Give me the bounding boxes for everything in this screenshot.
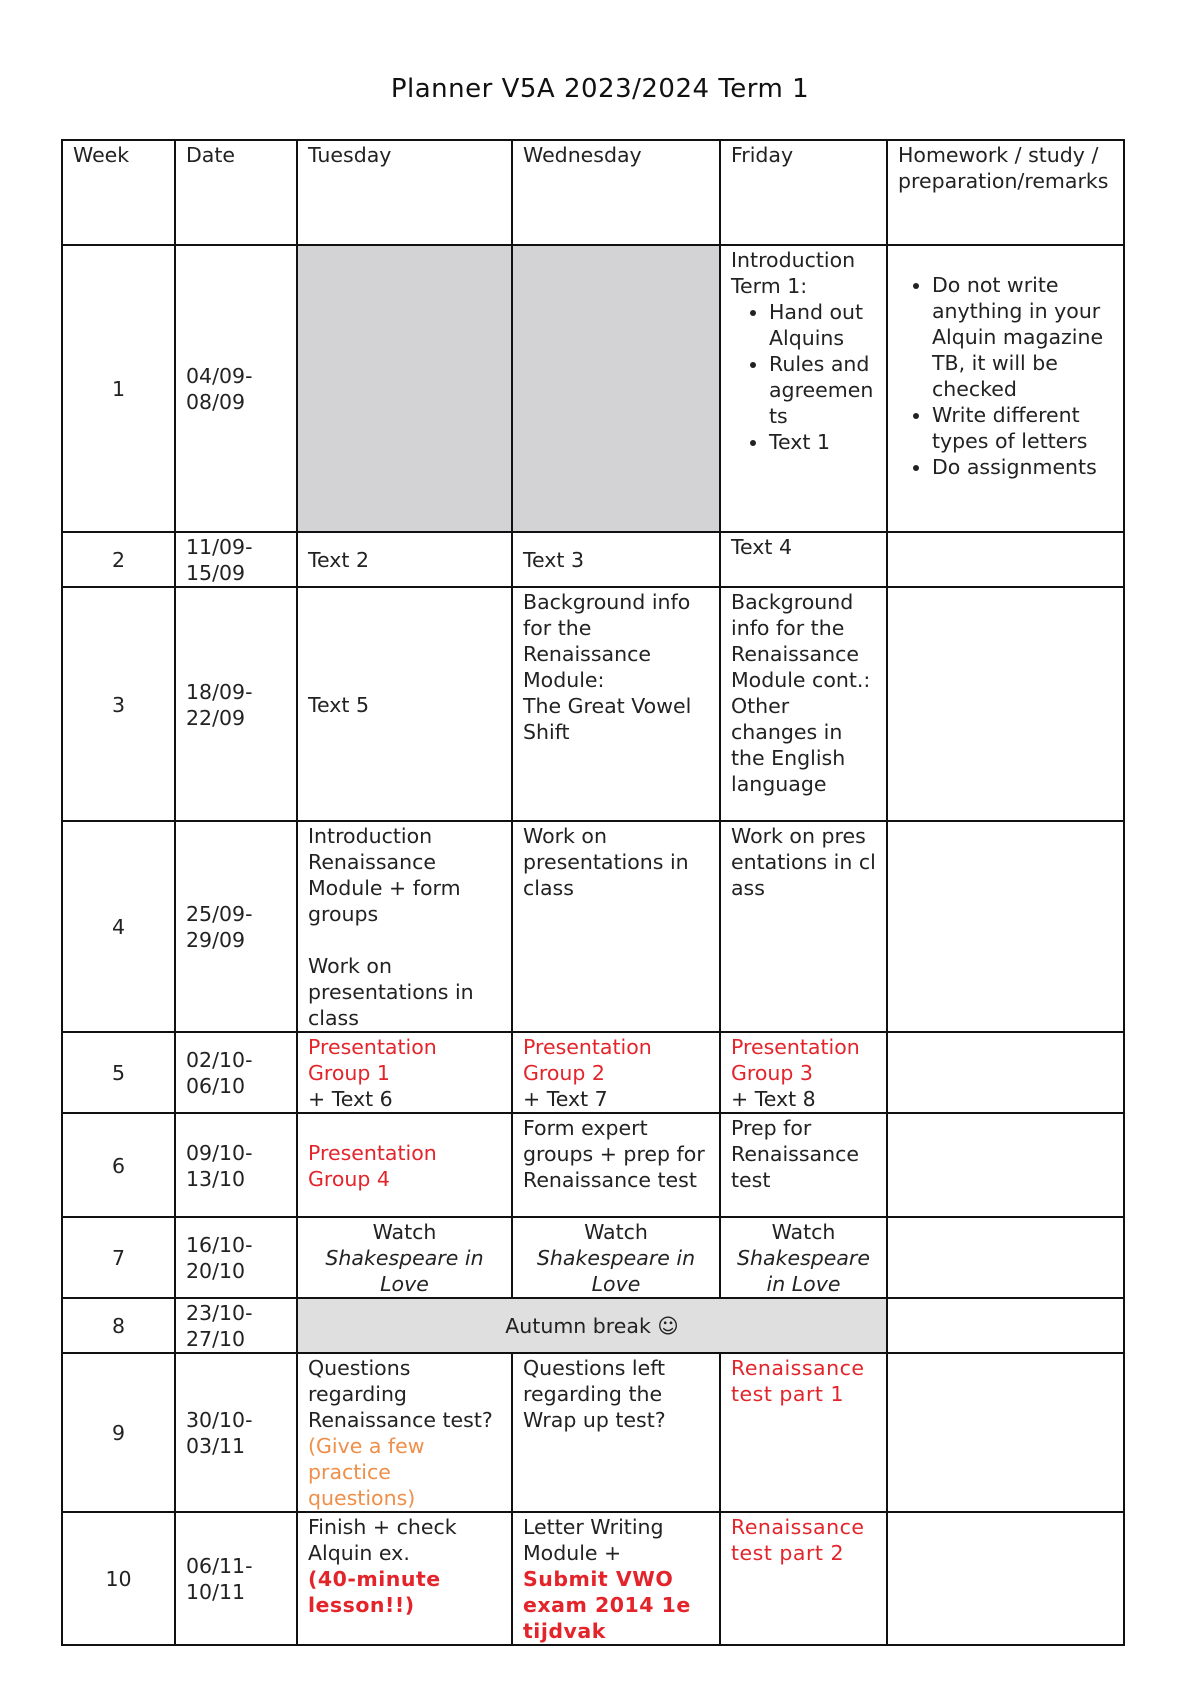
wednesday-cell: Text 3 <box>512 532 720 587</box>
wednesday-cell: Work on presentations in class <box>512 821 720 1032</box>
homework-cell <box>887 821 1124 1032</box>
tuesday-cell: Text 2 <box>297 532 512 587</box>
homework-cell <box>887 245 1124 532</box>
header-tuesday: Tuesday <box>297 140 512 245</box>
week-number: 10 <box>62 1512 175 1645</box>
wednesday-cell <box>512 587 720 821</box>
week-row-4 <box>62 821 1124 1032</box>
cell-line: Other changes in the English language <box>731 694 846 796</box>
week-number: 7 <box>62 1217 175 1298</box>
friday-cell <box>720 245 887 532</box>
week-row-2 <box>62 532 1124 587</box>
wednesday-cell: Questions left regarding the Wrap up test? <box>512 1353 720 1512</box>
friday-cell <box>720 1217 887 1298</box>
film-title: Shakespeare in Love <box>737 1246 870 1296</box>
cell-line: Presentation Group 2 <box>523 1035 652 1085</box>
friday-cell: Renaissance test part 2 <box>720 1512 887 1645</box>
week-date: 30/10-03/11 <box>175 1353 297 1512</box>
week-number: 3 <box>62 587 175 821</box>
wednesday-cell <box>512 1217 720 1298</box>
cell-line: + Text 8 <box>731 1087 816 1111</box>
list-item: • Text 1 <box>769 429 876 455</box>
header-row <box>62 140 1124 245</box>
week-number: 6 <box>62 1113 175 1217</box>
tuesday-cell <box>297 821 512 1032</box>
header-homework: Homework / study / preparation/remarks <box>887 140 1124 245</box>
list-item: • Hand out Alquins <box>769 299 876 351</box>
week-row-5 <box>62 1032 1124 1113</box>
week-row-1 <box>62 245 1124 532</box>
cell-text: Questions regarding Renaissance test? <box>308 1356 493 1432</box>
wednesday-cell <box>512 1032 720 1113</box>
cell-line: Watch <box>584 1220 648 1244</box>
week-number: 4 <box>62 821 175 1032</box>
autumn-break-cell: Autumn break ☺ <box>297 1298 887 1353</box>
friday-cell: Renaissance test part 1 <box>720 1353 887 1512</box>
tuesday-cell <box>297 1512 512 1645</box>
week-date: 02/10-06/10 <box>175 1032 297 1113</box>
week-date: 23/10-27/10 <box>175 1298 297 1353</box>
cell-line-red: Submit VWO exam 2014 1e tijdvak <box>523 1567 691 1643</box>
cell-line: Presentation Group 3 <box>731 1035 860 1085</box>
week-date: 09/10-13/10 <box>175 1113 297 1217</box>
list-item: • Do assignments <box>932 454 1113 480</box>
film-title: Shakespeare in Love <box>536 1246 696 1296</box>
cell-line: Presentation Group 1 <box>308 1035 437 1085</box>
friday-cell: Work on presentations in class <box>720 821 887 1032</box>
homework-cell <box>887 1032 1124 1113</box>
cell-line: Watch <box>771 1220 836 1244</box>
cell-line: + Text 7 <box>523 1087 608 1111</box>
tuesday-cell: Text 5 <box>297 587 512 821</box>
friday-cell <box>720 1032 887 1113</box>
week-date: 11/09-15/09 <box>175 532 297 587</box>
header-wednesday: Wednesday <box>512 140 720 245</box>
wednesday-cell <box>512 1512 720 1645</box>
cell-line: Background info for the Renaissance Module: <box>523 590 691 692</box>
homework-cell <box>887 1512 1124 1645</box>
tuesday-cell: Presentation Group 4 <box>297 1113 512 1217</box>
week-row-6 <box>62 1113 1124 1217</box>
list-item: • Write different types of letters <box>932 402 1113 454</box>
cell-line: Introduction Renaissance Module + form groups <box>308 824 461 926</box>
tuesday-cell <box>297 1217 512 1298</box>
week-date: 04/09-08/09 <box>175 245 297 532</box>
friday-cell: Prep for Renaissance test <box>720 1113 887 1217</box>
homework-cell <box>887 532 1124 587</box>
wednesday-cell-empty <box>512 245 720 532</box>
week-row-8 <box>62 1298 1124 1353</box>
header-week: Week <box>62 140 175 245</box>
week-number: 2 <box>62 532 175 587</box>
week-row-7 <box>62 1217 1124 1298</box>
cell-line: Work on presentations in class <box>308 954 474 1030</box>
week-row-3 <box>62 587 1124 821</box>
cell-line: Finish + check Alquin ex. <box>308 1515 457 1565</box>
cell-line: Watch <box>372 1220 437 1244</box>
list-item: • Do not write anything in your Alquin magazine TB, it will be checked <box>932 272 1113 402</box>
cell-line: Background info for the Renaissance Module cont.: <box>731 590 871 692</box>
cell-text-orange: (Give a few practice questions) <box>308 1434 425 1510</box>
friday-intro: Introduction Term 1: <box>731 248 856 298</box>
tuesday-cell <box>297 1353 512 1512</box>
week-number: 1 <box>62 245 175 532</box>
homework-cell <box>887 1298 1124 1353</box>
cell-line: Letter Writing Module + <box>523 1515 664 1565</box>
homework-cell <box>887 1217 1124 1298</box>
homework-cell <box>887 1353 1124 1512</box>
list-item: • Rules and agreements <box>769 351 876 429</box>
header-date: Date <box>175 140 297 245</box>
homework-cell <box>887 1113 1124 1217</box>
homework-cell <box>887 587 1124 821</box>
week-row-9 <box>62 1353 1124 1512</box>
week-date: 06/11-10/11 <box>175 1512 297 1645</box>
wednesday-cell: Form expert groups + prep for Renaissance test <box>512 1113 720 1217</box>
week-number: 8 <box>62 1298 175 1353</box>
week-number: 5 <box>62 1032 175 1113</box>
week-number: 9 <box>62 1353 175 1512</box>
cell-line: The Great Vowel Shift <box>523 694 692 744</box>
week-date: 18/09-22/09 <box>175 587 297 821</box>
friday-list <box>731 299 876 455</box>
week-date: 25/09-29/09 <box>175 821 297 1032</box>
page-title: Planner V5A 2023/2024 Term 1 <box>390 74 810 104</box>
week-row-10 <box>62 1512 1124 1645</box>
friday-cell: Text 4 <box>720 532 887 587</box>
header-friday: Friday <box>720 140 887 245</box>
cell-line: + Text 6 <box>308 1087 393 1111</box>
tuesday-cell-empty <box>297 245 512 532</box>
film-title: Shakespeare in Love <box>325 1246 484 1296</box>
friday-cell <box>720 587 887 821</box>
homework-list <box>898 272 1113 480</box>
tuesday-cell <box>297 1032 512 1113</box>
cell-line-red: (40-minute lesson!!) <box>308 1567 441 1617</box>
week-date: 16/10-20/10 <box>175 1217 297 1298</box>
planner-table <box>61 139 1125 1646</box>
